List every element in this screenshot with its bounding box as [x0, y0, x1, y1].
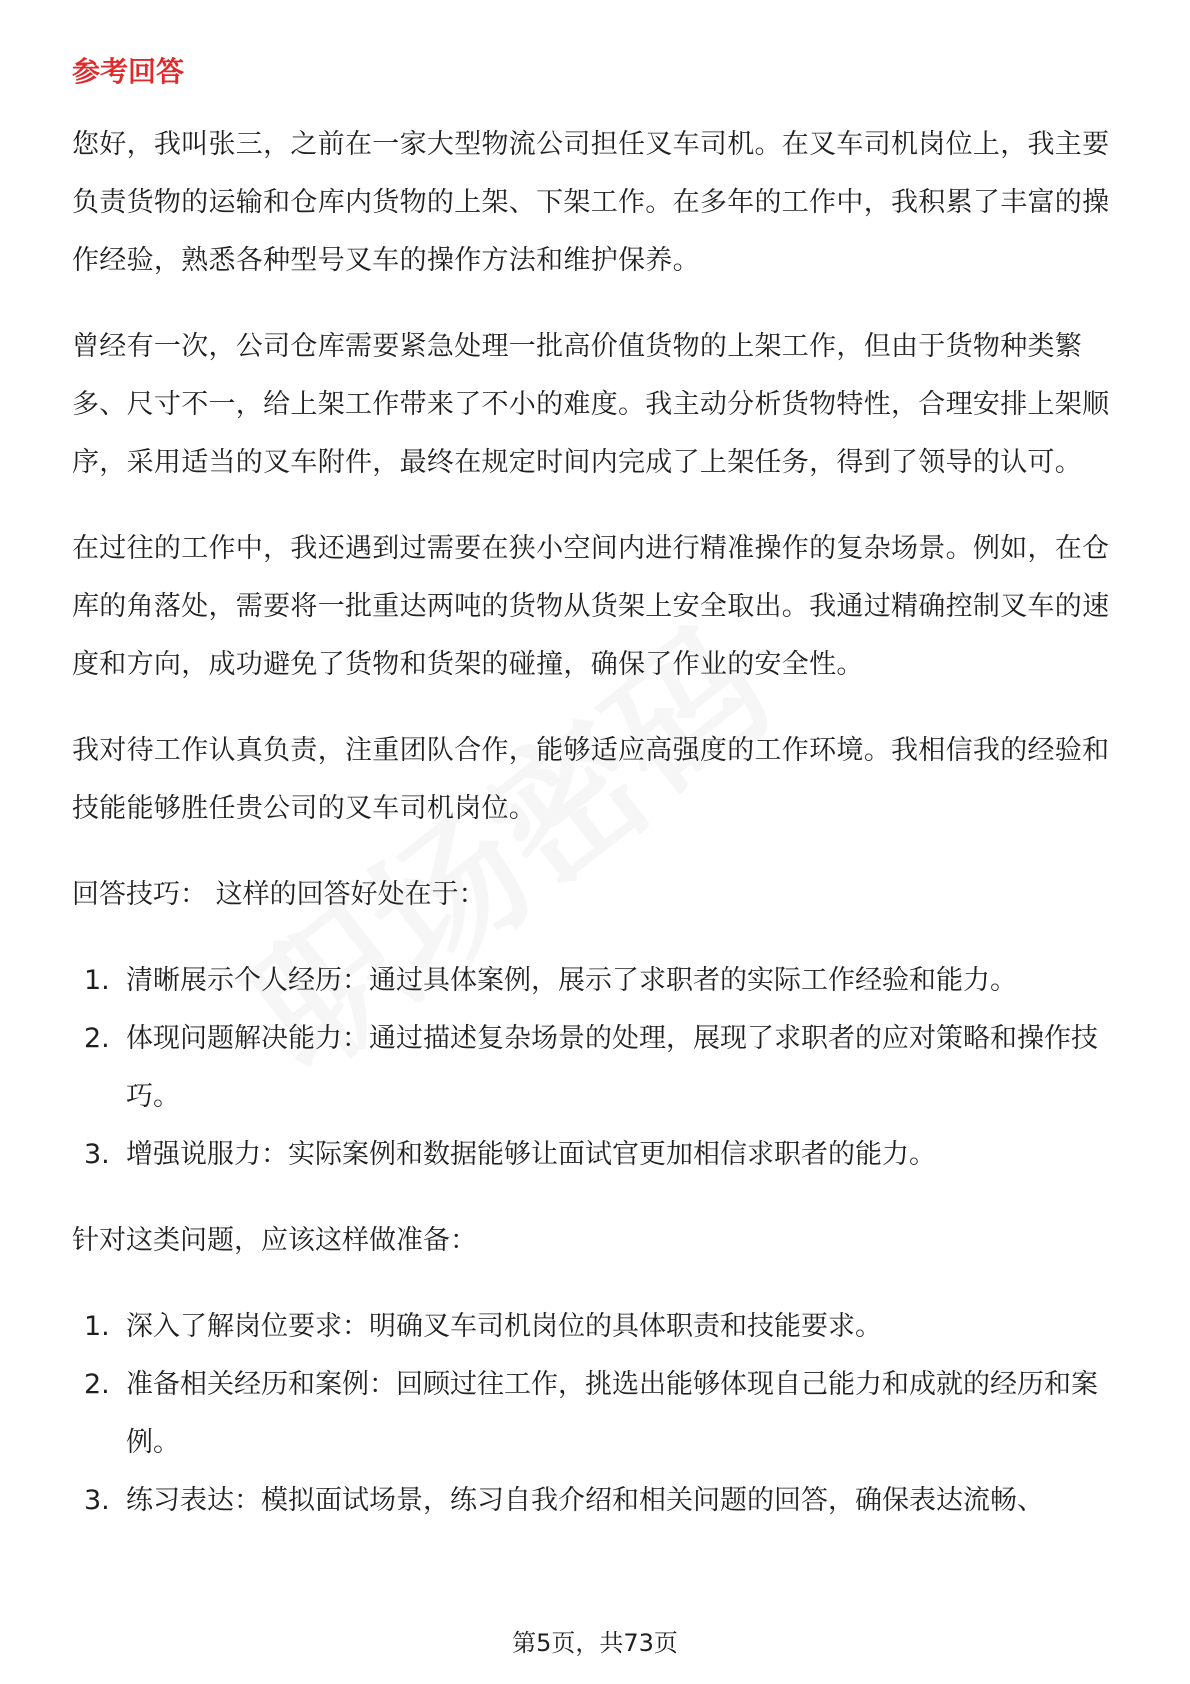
- list-item: 3. 增强说服力：实际案例和数据能够让面试官更加相信求职者的能力。: [84, 1139, 936, 1170]
- prep-lead: 针对这类问题，应该这样做准备：: [72, 1225, 477, 1256]
- tips-lead: 回答技巧： 这样的回答好处在于：: [72, 879, 486, 910]
- paragraph-4: 我对待工作认真负责，注重团队合作，能够适应高强度的工作环境。我相信我的经验和技能能够胜任贵公司的叉车司机岗位。: [72, 735, 1110, 824]
- prep-list: [72, 1298, 1118, 1530]
- list-item: 1. 深入了解岗位要求：明确叉车司机岗位的具体职责和技能要求。: [84, 1311, 882, 1342]
- list-item: 2. 准备相关经历和案例：回顾过往工作，挑选出能够体现自己能力和成就的经历和案例。: [84, 1369, 1098, 1458]
- paragraph-2: 曾经有一次，公司仓库需要紧急处理一批高价值货物的上架工作，但由于货物种类繁多、尺寸不一，给上架工作带来了不小的难度。我主动分析货物特性，合理安排上架顺序，采用适当的叉车附件，最终在规定时间内完成了上架任务，得到了领导的认可。: [72, 331, 1110, 478]
- page-footer: 第5页，共73页: [512, 1629, 678, 1657]
- list-item: 3. 练习表达：模拟面试场景，练习自我介绍和相关问题的回答，确保表达流畅、: [84, 1485, 1044, 1516]
- list-item: 2. 体现问题解决能力：通过描述复杂场景的处理，展现了求职者的应对策略和操作技巧。: [84, 1023, 1098, 1112]
- paragraph-3: 在过往的工作中，我还遇到过需要在狭小空间内进行精准操作的复杂场景。例如，在仓库的角落处，需要将一批重达两吨的货物从货架上安全取出。我通过精确控制叉车的速度和方向，成功避免了货物和货架的碰撞，确保了作业的安全性。: [72, 533, 1110, 680]
- paragraph-1: 您好，我叫张三，之前在一家大型物流公司担任叉车司机。在叉车司机岗位上，我主要负责货物的运输和仓库内货物的上架、下架工作。在多年的工作中，我积累了丰富的操作经验，熟悉各种型号叉车的操作方法和维护保养。: [72, 129, 1110, 276]
- tips-list: [72, 952, 1118, 1184]
- document-page: [72, 48, 1118, 1558]
- section-title: 参考回答: [72, 55, 185, 88]
- list-item: 1. 清晰展示个人经历：通过具体案例，展示了求职者的实际工作经验和能力。: [84, 965, 1017, 996]
